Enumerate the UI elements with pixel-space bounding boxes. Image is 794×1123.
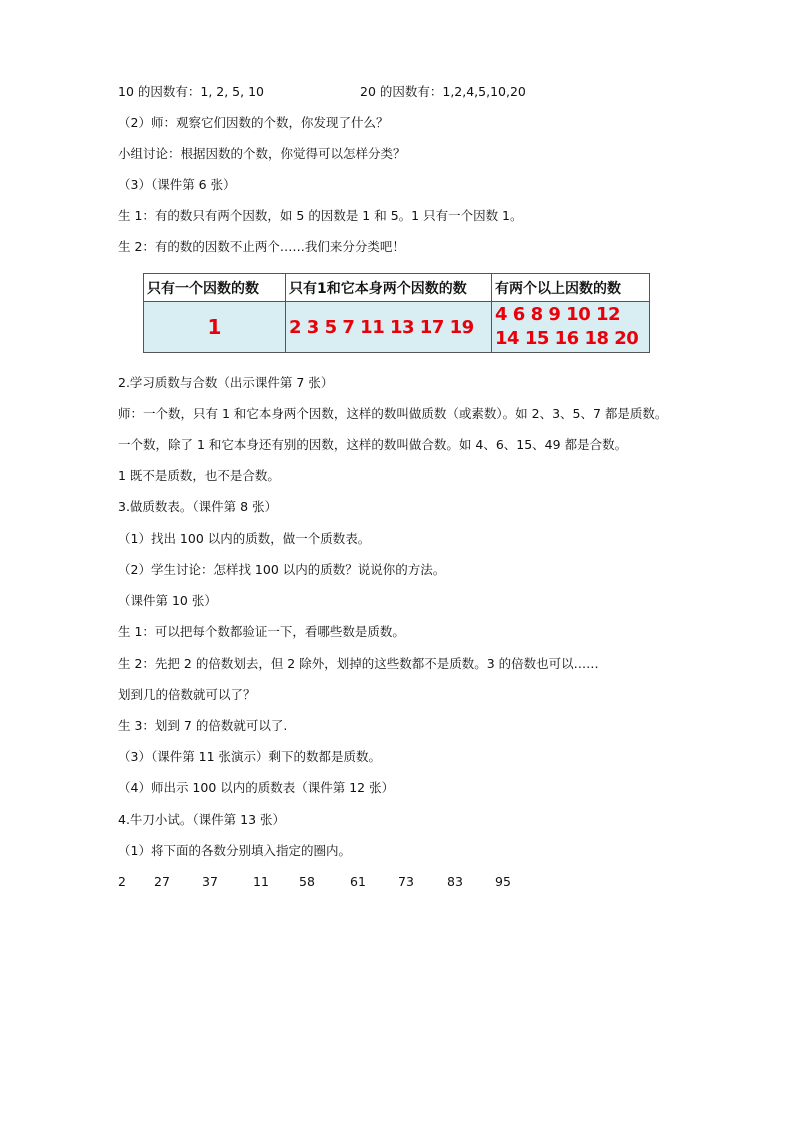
section-3-item-4: （4）师出示 100 以内的质数表（课件第 12 张） [118,780,395,795]
factor-classification-table [143,273,650,353]
cell-one-factor: 1 [144,302,286,353]
section-4-heading: 4.牛刀小试。（课件第 13 张） [118,812,286,827]
factors-line [118,82,526,102]
list-item: 61 [350,874,366,889]
question-2: （2）师：观察它们因数的个数，你发现了什么？ [118,115,389,130]
list-item: 37 [202,874,218,889]
section-3-heading: 3.做质数表。（课件第 8 张） [118,499,278,514]
section-4-item-1: （1）将下面的各数分别填入指定的圈内。 [118,843,351,858]
factor-classification-table-wrap [143,273,649,353]
student-2-question: 划到几的倍数就可以了？ [118,687,256,702]
section-3-item-2: （2）学生讨论：怎样找 100 以内的质数？说说你的方法。 [118,562,446,577]
list-item: 27 [154,874,170,889]
cell-many-factors [492,302,650,353]
student-3-method: 生 3：划到 7 的倍数就可以了. [118,718,288,733]
slide-10-note: （课件第 10 张） [118,593,217,608]
cell-many-line-1: 4 6 8 9 10 12 [495,304,621,325]
header-one-factor: 只有一个因数的数 [144,274,286,302]
student-2-answer: 生 2：有的数的因数不止两个……我们来分分类吧！ [118,239,405,254]
section-3-item-1: （1）找出 100 以内的质数，做一个质数表。 [118,531,371,546]
header-two-factors: 只有1和它本身两个因数的数 [286,274,492,302]
cell-two-factors: 2 3 5 7 11 13 17 19 [286,302,492,353]
list-item: 2 [118,874,126,889]
group-discussion: 小组讨论：根据因数的个数，你觉得可以怎样分类？ [118,146,406,161]
one-note: 1 既不是质数，也不是合数。 [118,468,280,483]
question-3: （3）（课件第 6 张） [118,177,236,192]
list-item: 11 [253,874,269,889]
section-3-item-3: （3）（课件第 11 张演示）剩下的数都是质数。 [118,749,382,764]
cell-many-line-2: 14 15 16 18 20 [495,328,639,349]
list-item: 95 [495,874,511,889]
table-row [144,302,650,353]
student-1-answer: 生 1：有的数只有两个因数，如 5 的因数是 1 和 5。1 只有一个因数 1。 [118,208,523,223]
number-list [118,872,538,892]
factors-of-20: 20 的因数有：1,2,4,5,10,20 [360,84,526,99]
list-item: 58 [299,874,315,889]
section-2-heading: 2.学习质数与合数（出示课件第 7 张） [118,375,334,390]
prime-definition: 师：一个数，只有 1 和它本身两个因数，这样的数叫做质数（或素数）。如 2、3、5、7 都是质数。 [118,406,668,421]
table-header-row [144,274,650,302]
list-item: 83 [447,874,463,889]
composite-definition: 一个数，除了 1 和它本身还有别的因数，这样的数叫做合数。如 4、6、15、49 都是合数。 [118,437,628,452]
header-many-factors: 有两个以上因数的数 [492,274,650,302]
factors-of-10: 10 的因数有：1, 2, 5, 10 [118,84,264,99]
list-item: 73 [398,874,414,889]
student-1-method: 生 1：可以把每个数都验证一下，看哪些数是质数。 [118,624,405,639]
student-2-method: 生 2：先把 2 的倍数划去，但 2 除外，划掉的这些数都不是质数。3 的倍数也可以…… [118,656,599,671]
